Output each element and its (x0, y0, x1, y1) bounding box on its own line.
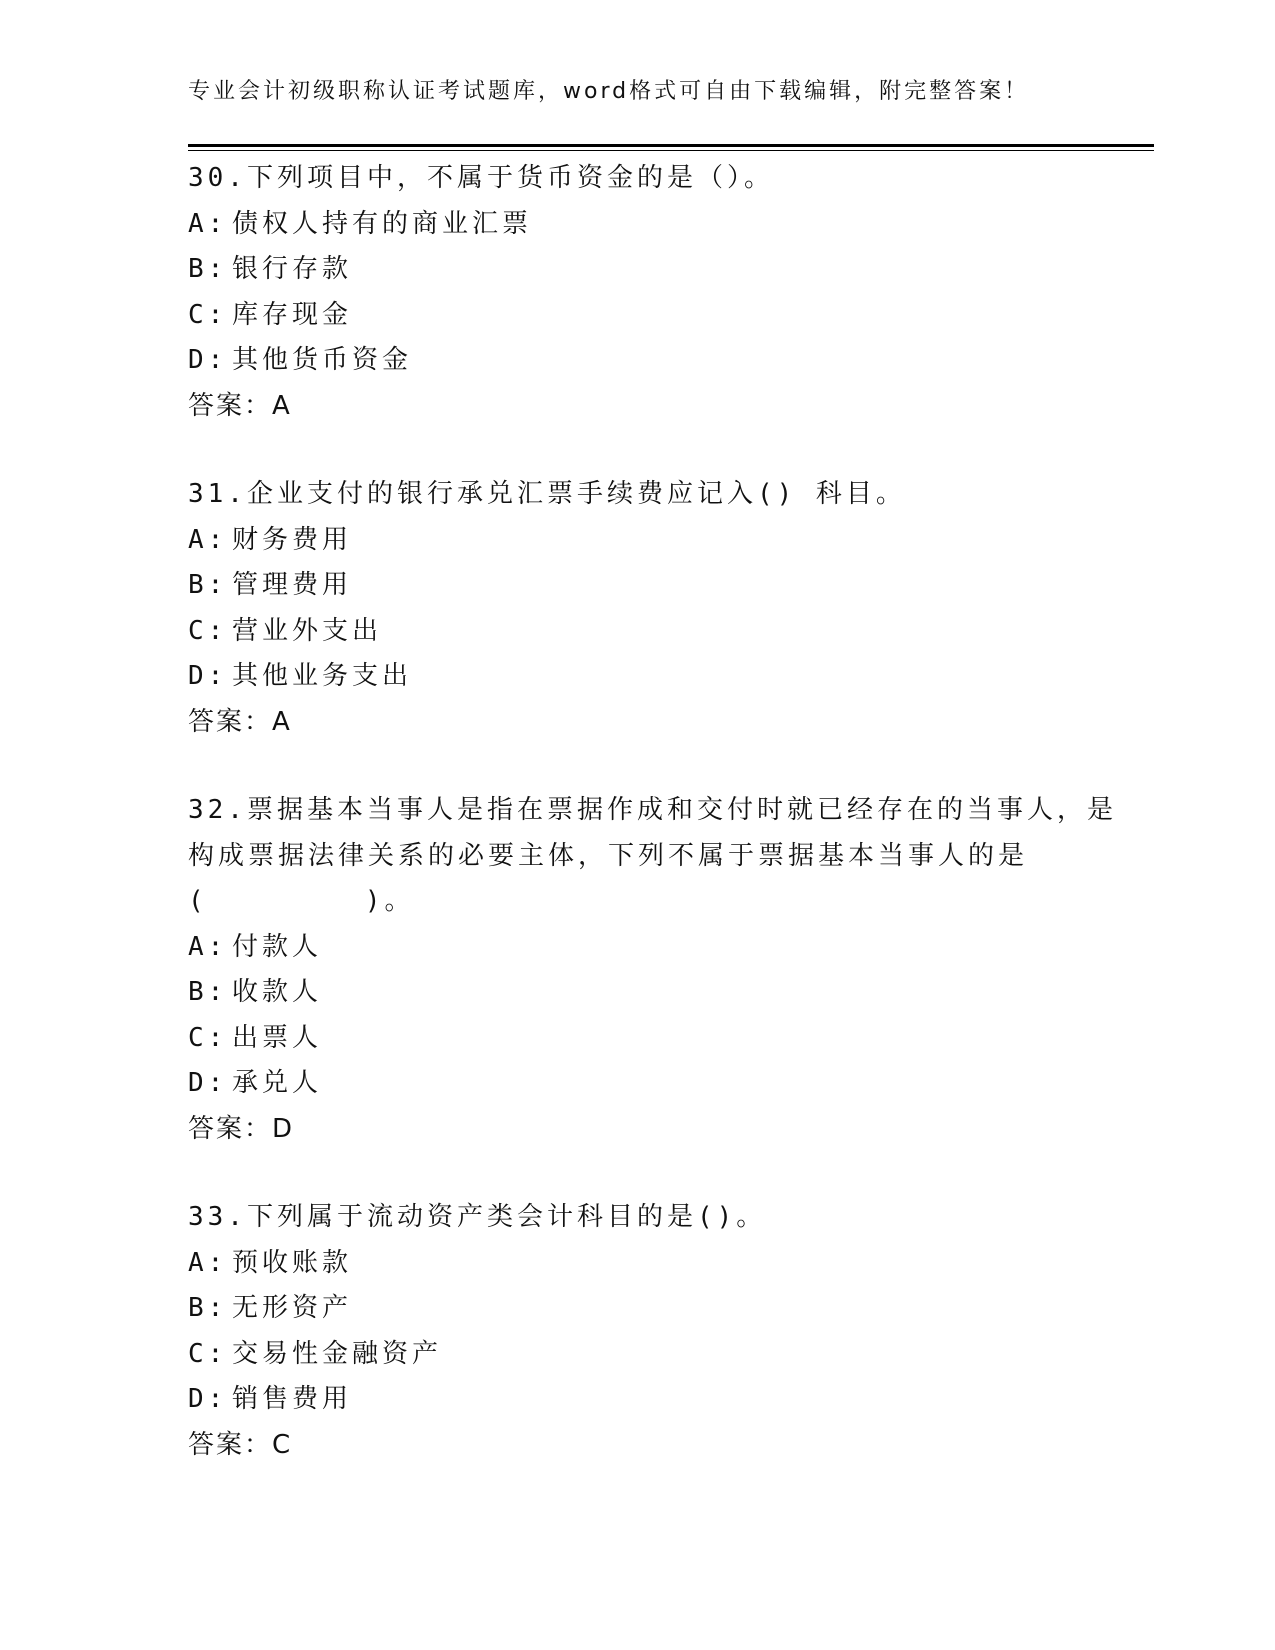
option-text: 财务费用 (232, 524, 353, 555)
option-b (188, 247, 1088, 293)
header-rule-thin (188, 150, 1154, 151)
answer: 答案：C (188, 1429, 293, 1460)
option-text: 其他业务支出 (232, 661, 413, 691)
option-letter: B: (188, 254, 228, 284)
option-a (188, 925, 1088, 971)
option-a (188, 1241, 1088, 1287)
option-text: 管理费用 (232, 570, 353, 600)
option-c (188, 1332, 1088, 1378)
option-letter: A: (188, 931, 228, 962)
question-stem-line-1: 32.票据基本当事人是指在票据作成和交付时就已经存在的当事人，是 (188, 795, 1117, 825)
option-b (188, 563, 1088, 609)
option-text: 出票人 (232, 1022, 323, 1053)
question-32 (188, 788, 1117, 1152)
option-letter: A: (188, 524, 228, 555)
option-text: 营业外支出 (232, 615, 383, 646)
option-text: 销售费用 (232, 1384, 353, 1414)
header-rule-thick (188, 144, 1154, 147)
option-d (188, 1377, 1088, 1423)
question-31 (188, 472, 1088, 745)
option-a (188, 202, 1088, 248)
option-b (188, 970, 1088, 1016)
option-letter: A: (188, 1247, 228, 1278)
page-header: 专业会计初级职称认证考试题库，word格式可自由下载编辑，附完整答案！ (188, 79, 1030, 104)
answer: 答案：A (188, 390, 292, 421)
option-text: 其他货币资金 (232, 345, 413, 375)
option-text: 付款人 (232, 931, 323, 962)
question-33 (188, 1195, 1088, 1468)
option-d (188, 1061, 1088, 1107)
option-letter: C: (188, 1338, 228, 1369)
option-letter: C: (188, 1022, 228, 1053)
question-stem-line-2: 构成票据法律关系的必要主体，下列不属于票据基本当事人的是 (188, 840, 1029, 871)
option-c (188, 1016, 1088, 1062)
option-letter: B: (188, 977, 228, 1007)
option-text: 债权人持有的商业汇票 (232, 208, 533, 239)
option-d (188, 338, 1088, 384)
option-c (188, 609, 1088, 655)
option-text: 交易性金融资产 (232, 1338, 443, 1369)
answer: 答案：D (188, 1113, 295, 1144)
question-list (188, 156, 1117, 1511)
question-30 (188, 156, 1088, 429)
option-letter: B: (188, 1293, 228, 1323)
option-letter: A: (188, 208, 228, 239)
option-text: 收款人 (232, 977, 323, 1007)
question-stem: 33.下列属于流动资产类会计科目的是()。 (188, 1202, 767, 1232)
option-a (188, 518, 1088, 564)
option-d (188, 654, 1088, 700)
option-text: 银行存款 (232, 254, 353, 284)
answer: 答案：A (188, 706, 292, 737)
option-c (188, 293, 1088, 339)
question-stem: 30.下列项目中，不属于货币资金的是（）。 (188, 163, 774, 193)
option-text: 承兑人 (232, 1068, 323, 1098)
option-text: 库存现金 (232, 299, 353, 330)
option-letter: D: (188, 345, 228, 375)
option-letter: D: (188, 1384, 228, 1414)
option-letter: C: (188, 299, 228, 330)
question-stem: 31.企业支付的银行承兑汇票手续费应记入() 科目。 (188, 479, 906, 509)
question-stem-line-3: ( )。 (188, 886, 415, 916)
option-b (188, 1286, 1088, 1332)
option-text: 无形资产 (232, 1293, 353, 1323)
option-text: 预收账款 (232, 1247, 353, 1278)
option-letter: D: (188, 661, 228, 691)
option-letter: D: (188, 1068, 228, 1098)
option-letter: C: (188, 615, 228, 646)
option-letter: B: (188, 570, 228, 600)
